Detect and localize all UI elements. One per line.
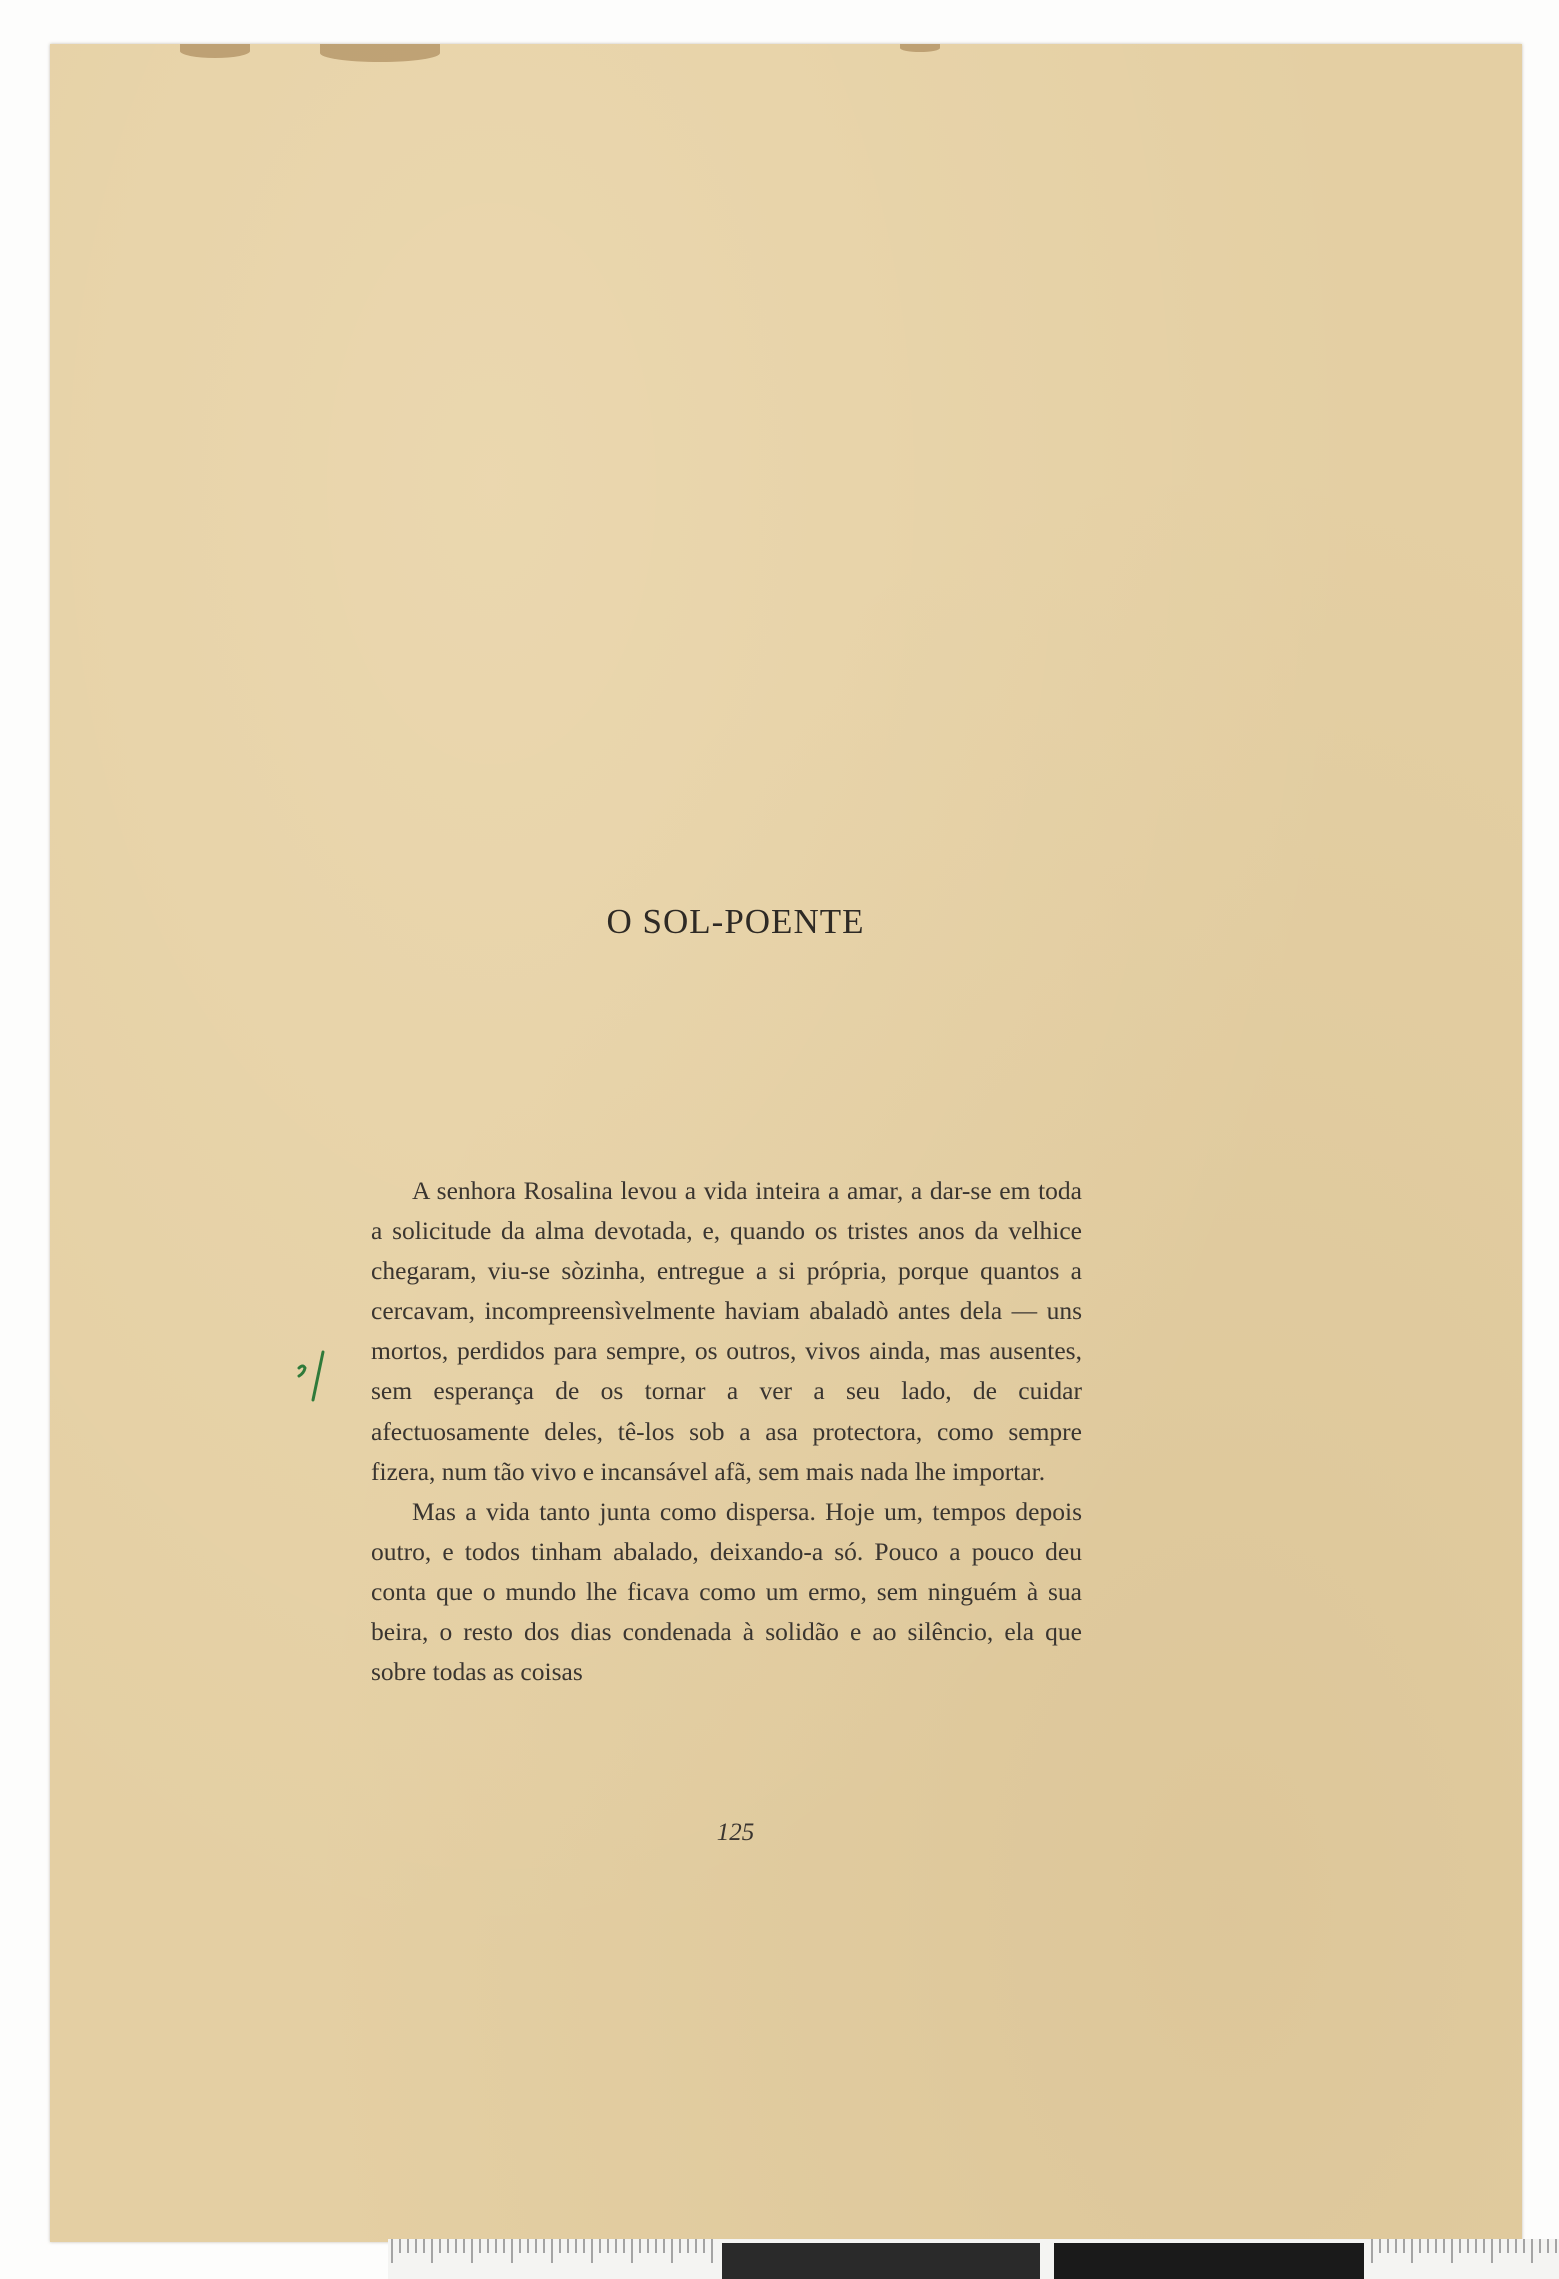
- paragraph: A senhora Rosalina levou a vida inteira a amar, a dar-se em toda a solicitude da alma devotada, e, quando os tristes anos da velhice chegaram, viu-se sòzinha, entregue a si própria, porque quantos a cercavam, incompreensìvelmente haviam abaladò antes dela — uns mortos, perdidos para sempre, os outros, vivos ainda, mas ausentes, sem esperança de os tornar a ver a seu lado, de cuidar afectuosamente deles, tê-los sob a asa protectora, como sempre fizera, num tão vivo e incansável afã, sem mais nada lhe importar.: [371, 1176, 1082, 1486]
- chapter-title: O SOL-POENTE: [606, 902, 865, 941]
- ruler-icon: [388, 2239, 1559, 2279]
- paragraph: Mas a vida tanto junta como dispersa. Hoje um, tempos depois outro, e todos tinham abalado, deixando-a só. Pouco a pouco deu conta que o mundo lhe ficava como um ermo, sem ninguém à sua beira, o resto dos dias condenada à solidão e ao silêncio, ela que sobre todas as coisas: [371, 1496, 1082, 1687]
- foxing-stain: [180, 44, 250, 58]
- foxing-stain: [900, 44, 940, 52]
- foxing-stain: [320, 44, 440, 62]
- handwritten-pencil-mark-icon: [293, 1346, 333, 1406]
- body-text: [371, 1171, 1082, 1692]
- book-page: [50, 44, 1522, 2242]
- page-number: 125: [716, 1819, 755, 1846]
